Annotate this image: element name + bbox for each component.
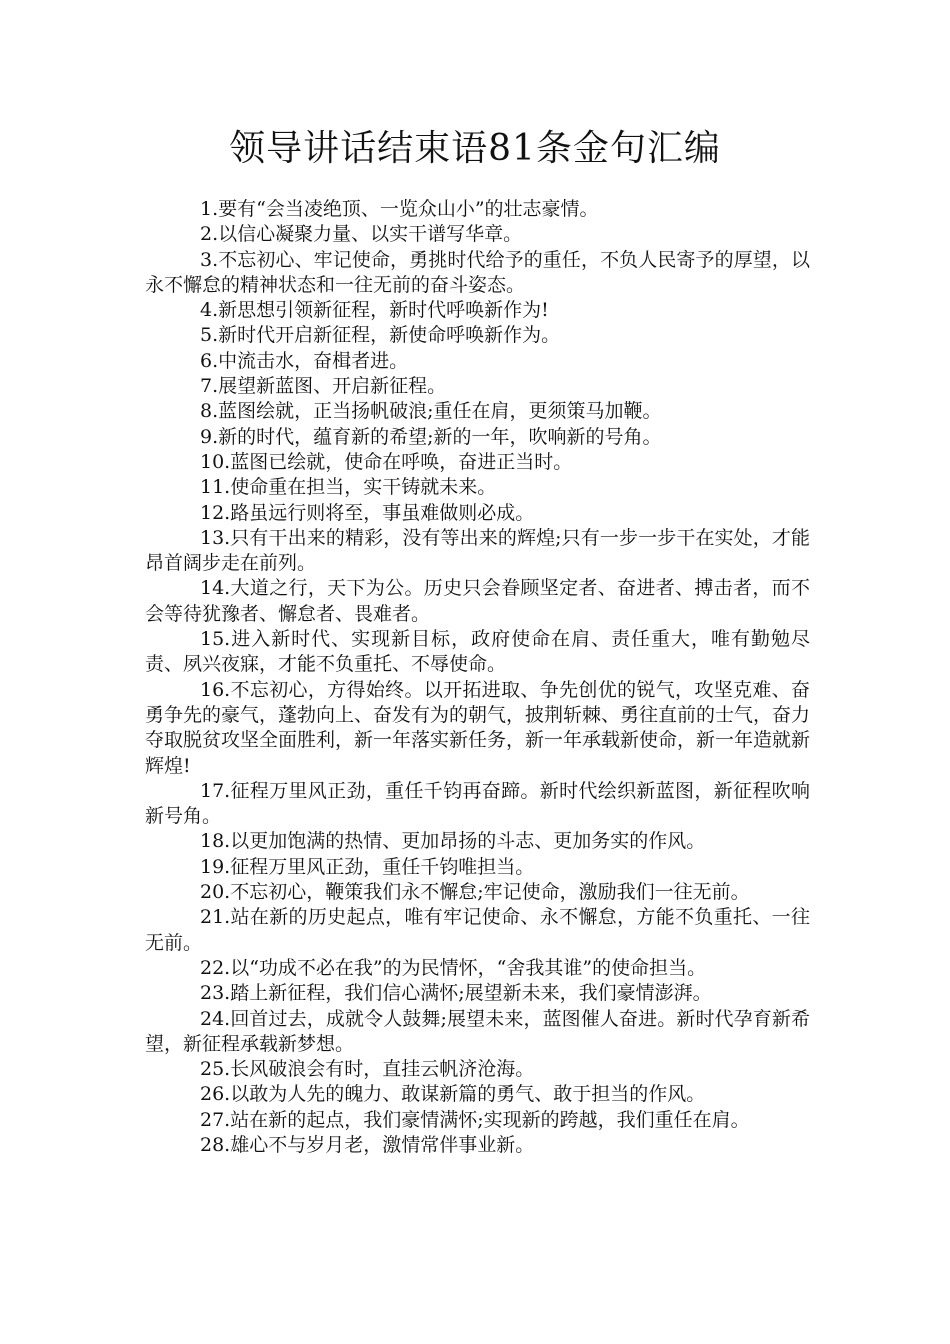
list-item: 5.新时代开启新征程，新使命呼唤新作为。 bbox=[200, 324, 561, 347]
list-item: 14.大道之行，天下为公。历史只会眷顾坚定者、奋进者、搏击者，而不会等待犹豫者、懈怠者、畏难者。 bbox=[145, 577, 810, 625]
list-item: 7.展望新蓝图、开启新征程。 bbox=[200, 375, 447, 398]
list-item: 6.中流击水，奋楫者进。 bbox=[200, 349, 409, 372]
list-item: 12.路虽远行则将至，事虽难做则必成。 bbox=[200, 501, 535, 524]
list-item: 18.以更加饱满的热情、更加昂扬的斗志、更加务实的作风。 bbox=[200, 830, 706, 853]
list-item: 22.以“功成不必在我”的为民情怀，“舍我其谁”的使命担当。 bbox=[200, 956, 707, 979]
list-item: 26.以敢为人先的魄力、敢谋新篇的勇气、敢于担当的作风。 bbox=[200, 1083, 706, 1106]
list-item: 2.以信心凝聚力量、以实干谱写华章。 bbox=[200, 223, 523, 246]
list-item: 20.不忘初心，鞭策我们永不懈怠;牢记使命，激励我们一往无前。 bbox=[200, 881, 750, 904]
list-item: 21.站在新的历史起点，唯有牢记使命、永不懈怠，方能不负重托、一往无前。 bbox=[145, 906, 810, 954]
list-item: 3.不忘初心、牢记使命，勇挑时代给予的重任，不负人民寄予的厚望，以永不懈怠的精神状态和一往无前的奋斗姿态。 bbox=[145, 248, 810, 296]
document-body bbox=[145, 197, 810, 1158]
list-item: 19.征程万里风正劲，重任千钧唯担当。 bbox=[200, 855, 535, 878]
list-item: 13.只有干出来的精彩，没有等出来的辉煌;只有一步一步干在实处，才能昂首阔步走在前列。 bbox=[145, 526, 810, 575]
list-item: 11.使命重在担当，实干铸就未来。 bbox=[200, 476, 497, 499]
list-item: 15.进入新时代、实现新目标，政府使命在肩、责任重大，唯有勤勉尽责、夙兴夜寐，才能不负重托、不辱使命。 bbox=[145, 628, 810, 676]
document-title: 领导讲话结束语81条金句汇编 bbox=[229, 128, 721, 169]
list-item: 4.新思想引领新征程，新时代呼唤新作为! bbox=[200, 299, 549, 322]
list-item: 23.踏上新征程，我们信心满怀;展望新未来，我们豪情澎湃。 bbox=[200, 982, 712, 1005]
list-item: 10.蓝图已绘就，使命在呼唤，奋进正当时。 bbox=[200, 450, 573, 473]
list-item: 8.蓝图绘就，正当扬帆破浪;重任在肩，更须策马加鞭。 bbox=[200, 400, 662, 423]
list-item: 25.长风破浪会有时，直挂云帆济沧海。 bbox=[200, 1058, 535, 1081]
list-item: 24.回首过去，成就令人鼓舞;展望未来，蓝图催人奋进。新时代孕育新希望，新征程承载新梦想。 bbox=[145, 1007, 810, 1055]
list-item: 27.站在新的起点，我们豪情满怀;实现新的跨越，我们重任在肩。 bbox=[200, 1108, 750, 1131]
list-item: 1.要有“会当凌绝顶、一览众山小”的壮志豪情。 bbox=[200, 198, 599, 220]
list-item: 16.不忘初心，方得始终。以开拓进取、争先创优的锐气，攻坚克难、奋勇争先的豪气，蓬勃向上、奋发有为的朝气，披荆斩棘、勇往直前的士气，奋力夺取脱贫攻坚全面胜利，新一年落实新任务，新一年承载新使命，新一年造就新辉煌! bbox=[145, 678, 811, 777]
list-item: 17.征程万里风正劲，重任千钧再奋蹄。新时代绘织新蓝图，新征程吹响新号角。 bbox=[145, 779, 810, 828]
list-item: 28.雄心不与岁月老，激情常伴事业新。 bbox=[200, 1133, 535, 1156]
list-item: 9.新的时代，蕴育新的希望;新的一年，吹响新的号角。 bbox=[200, 425, 662, 448]
